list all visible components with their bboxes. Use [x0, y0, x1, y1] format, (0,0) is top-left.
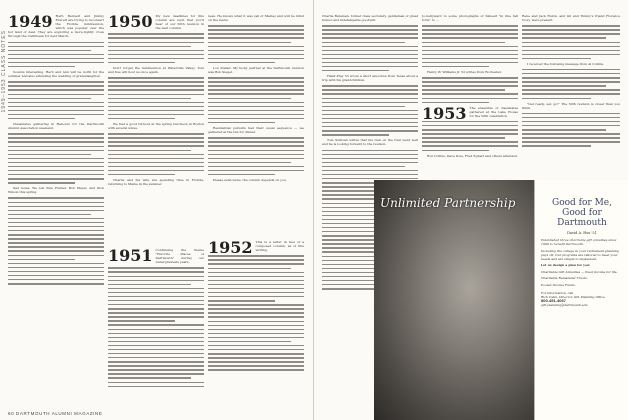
- ad-contact-label: For information, call: [541, 290, 574, 295]
- ad-contact-name: Rick Cahn, Director, Gift Planning Office: [541, 294, 605, 299]
- year-heading: 1951: [108, 248, 153, 265]
- text-lines: [108, 77, 204, 119]
- text-lines: [322, 85, 418, 135]
- ad-paragraph: Including the college in your retirement planning pays off. Our programs are tailored to meet your needs and are simple to implement.: [541, 248, 619, 261]
- column-right-3: [522, 14, 620, 174]
- column-text: Henry W. Williams Jr. 52 writes from Rochester.: [427, 70, 502, 75]
- column-text: Ron Collins, Dave Dole, Fred Egbert and others attended.: [427, 153, 518, 158]
- text-lines: [208, 77, 304, 123]
- column-1952: [208, 240, 304, 408]
- ad-phone[interactable]: 800-451-4067: [541, 297, 566, 303]
- text-lines: [108, 33, 204, 63]
- column-text: Jo-bellyward to some photographs of himself "in fine fall form" to ...: [422, 14, 518, 23]
- ad-bullet: Charitable Remainder Trusts.: [541, 276, 588, 280]
- column-text: Sad notes. We lost Pete Hunter, Bob Meyer, and Dick Wilson this spring.: [8, 186, 104, 195]
- year-heading: 1949: [8, 14, 53, 31]
- column-text: The ensemble of classmates gathered at the Lake House for the 50th celebration.: [469, 105, 518, 118]
- column-text: Residential pursuits had their usual sequence — we gathered at the Inn for dinner.: [208, 126, 304, 135]
- column-text: Herb Bennett and Jimmy Everett are trying to reconvert the Florida minireunion, which was popular over the hot land of deal. They are exploring a more-tightly cross through the Caribbean for next March.: [8, 14, 104, 39]
- text-lines: [422, 77, 518, 103]
- column-text: "Get ready, set, go!" The 50th reunion is closer than you think.: [522, 101, 620, 110]
- text-lines: [8, 197, 104, 284]
- ad-signature: David A. Hsu '51: [567, 231, 597, 235]
- column-text: This is a letter in lieu of a composed column, as of this writing.: [255, 240, 304, 253]
- year-heading: 1952: [208, 240, 253, 257]
- section-label: 1949–1953 CLASS NOTES: [1, 30, 7, 113]
- ad-banner-title: Unlimited Partnership: [380, 196, 516, 210]
- column-text: Continuing the theme "Favorite Places of Dartmouth" during our undergraduate years.: [155, 248, 204, 265]
- column-text: Tom Sullivan writes that his trek on the trail went well and he is looking forward to the reunion.: [322, 138, 418, 147]
- text-lines: [522, 69, 620, 99]
- column-text: Don't forget the minireunion at Waterville Valley. Tom and Sue will host us once again.: [108, 66, 204, 75]
- year-heading: 1950: [108, 14, 153, 31]
- ad-bullet: Pooled Income Funds.: [541, 282, 576, 287]
- ad-contact: [535, 291, 628, 307]
- column-text: Charlie and his wife are spending time in Florida, returning to Maine in the summer.: [108, 178, 204, 187]
- text-lines: [208, 137, 304, 175]
- text-lines: [108, 267, 204, 387]
- column-1950-cont: [208, 14, 304, 239]
- ad-paragraph: Let us design a plan for you:: [541, 263, 591, 267]
- ad-body: [535, 238, 628, 287]
- text-lines: [8, 81, 104, 119]
- text-lines: [208, 255, 304, 371]
- ad-text-panel: [534, 180, 628, 420]
- column-right-2: [422, 14, 518, 174]
- text-lines: [8, 42, 104, 68]
- column-1951: [108, 248, 204, 408]
- text-lines: [422, 25, 518, 67]
- column-text: Rene and Jack Rubin, and Gil and Timmy's friend Florence Novy, were present.: [522, 14, 620, 23]
- column-text: Charlie Bateman, former class secretary, gentleman of great humor and indefatigable goodwill.: [322, 14, 418, 23]
- ad-bullet: Charitable Gift Annuities — fixed income for life.: [541, 269, 618, 274]
- text-lines: [322, 25, 418, 71]
- text-lines: [108, 133, 204, 175]
- text-lines: [422, 121, 518, 151]
- ad-intro: Established three charitable gift annuities since 1999 to benefit Dartmouth.: [541, 238, 617, 246]
- column-text: Lou Stefan: My lucky partner at the Dartmouth reunion was Bob Siegel.: [208, 65, 304, 75]
- column-text: I received the following message from Al Collins.: [527, 61, 605, 66]
- column-1950: [108, 14, 204, 244]
- ad-portrait-photo: [374, 180, 534, 420]
- column-text: My new deadlines for this column are such that you'll hear of our 50th reunion in the next column.: [155, 14, 204, 31]
- text-lines: [208, 25, 304, 63]
- text-lines: [522, 25, 620, 59]
- page-footer-left: 60 DARTMOUTH ALUMNI MAGAZINE: [8, 411, 103, 416]
- column-1949: [8, 14, 104, 404]
- year-heading: 1953: [422, 103, 467, 123]
- column-text: ness. He knows what it was (all of Maine) and will be blind on the menu.: [208, 14, 304, 23]
- column-text: Please send news, the column depends on you.: [213, 178, 287, 183]
- ad-email[interactable]: gift.planning@dartmouth.edu: [541, 302, 588, 307]
- column-text: Classmates gathering in Hanover for the Dartmouth Alumni Association weekend.: [8, 122, 104, 131]
- column-text: Hank Pray 53 wrote a short anecdote from Texas about a trip with his grandchildren.: [322, 74, 418, 83]
- ad-headline: Good for Me, Good for Dartmouth: [552, 198, 612, 228]
- column-text: We had a good turnout at the spring luncheon in Boston with several wives.: [108, 122, 204, 131]
- gift-planning-ad: [374, 180, 628, 420]
- column-text: Sounds interesting. Herb and Ann will be north for the summer and also attending the wedding of granddaughter.: [8, 70, 104, 79]
- text-lines: [8, 133, 104, 183]
- text-lines: [522, 113, 620, 147]
